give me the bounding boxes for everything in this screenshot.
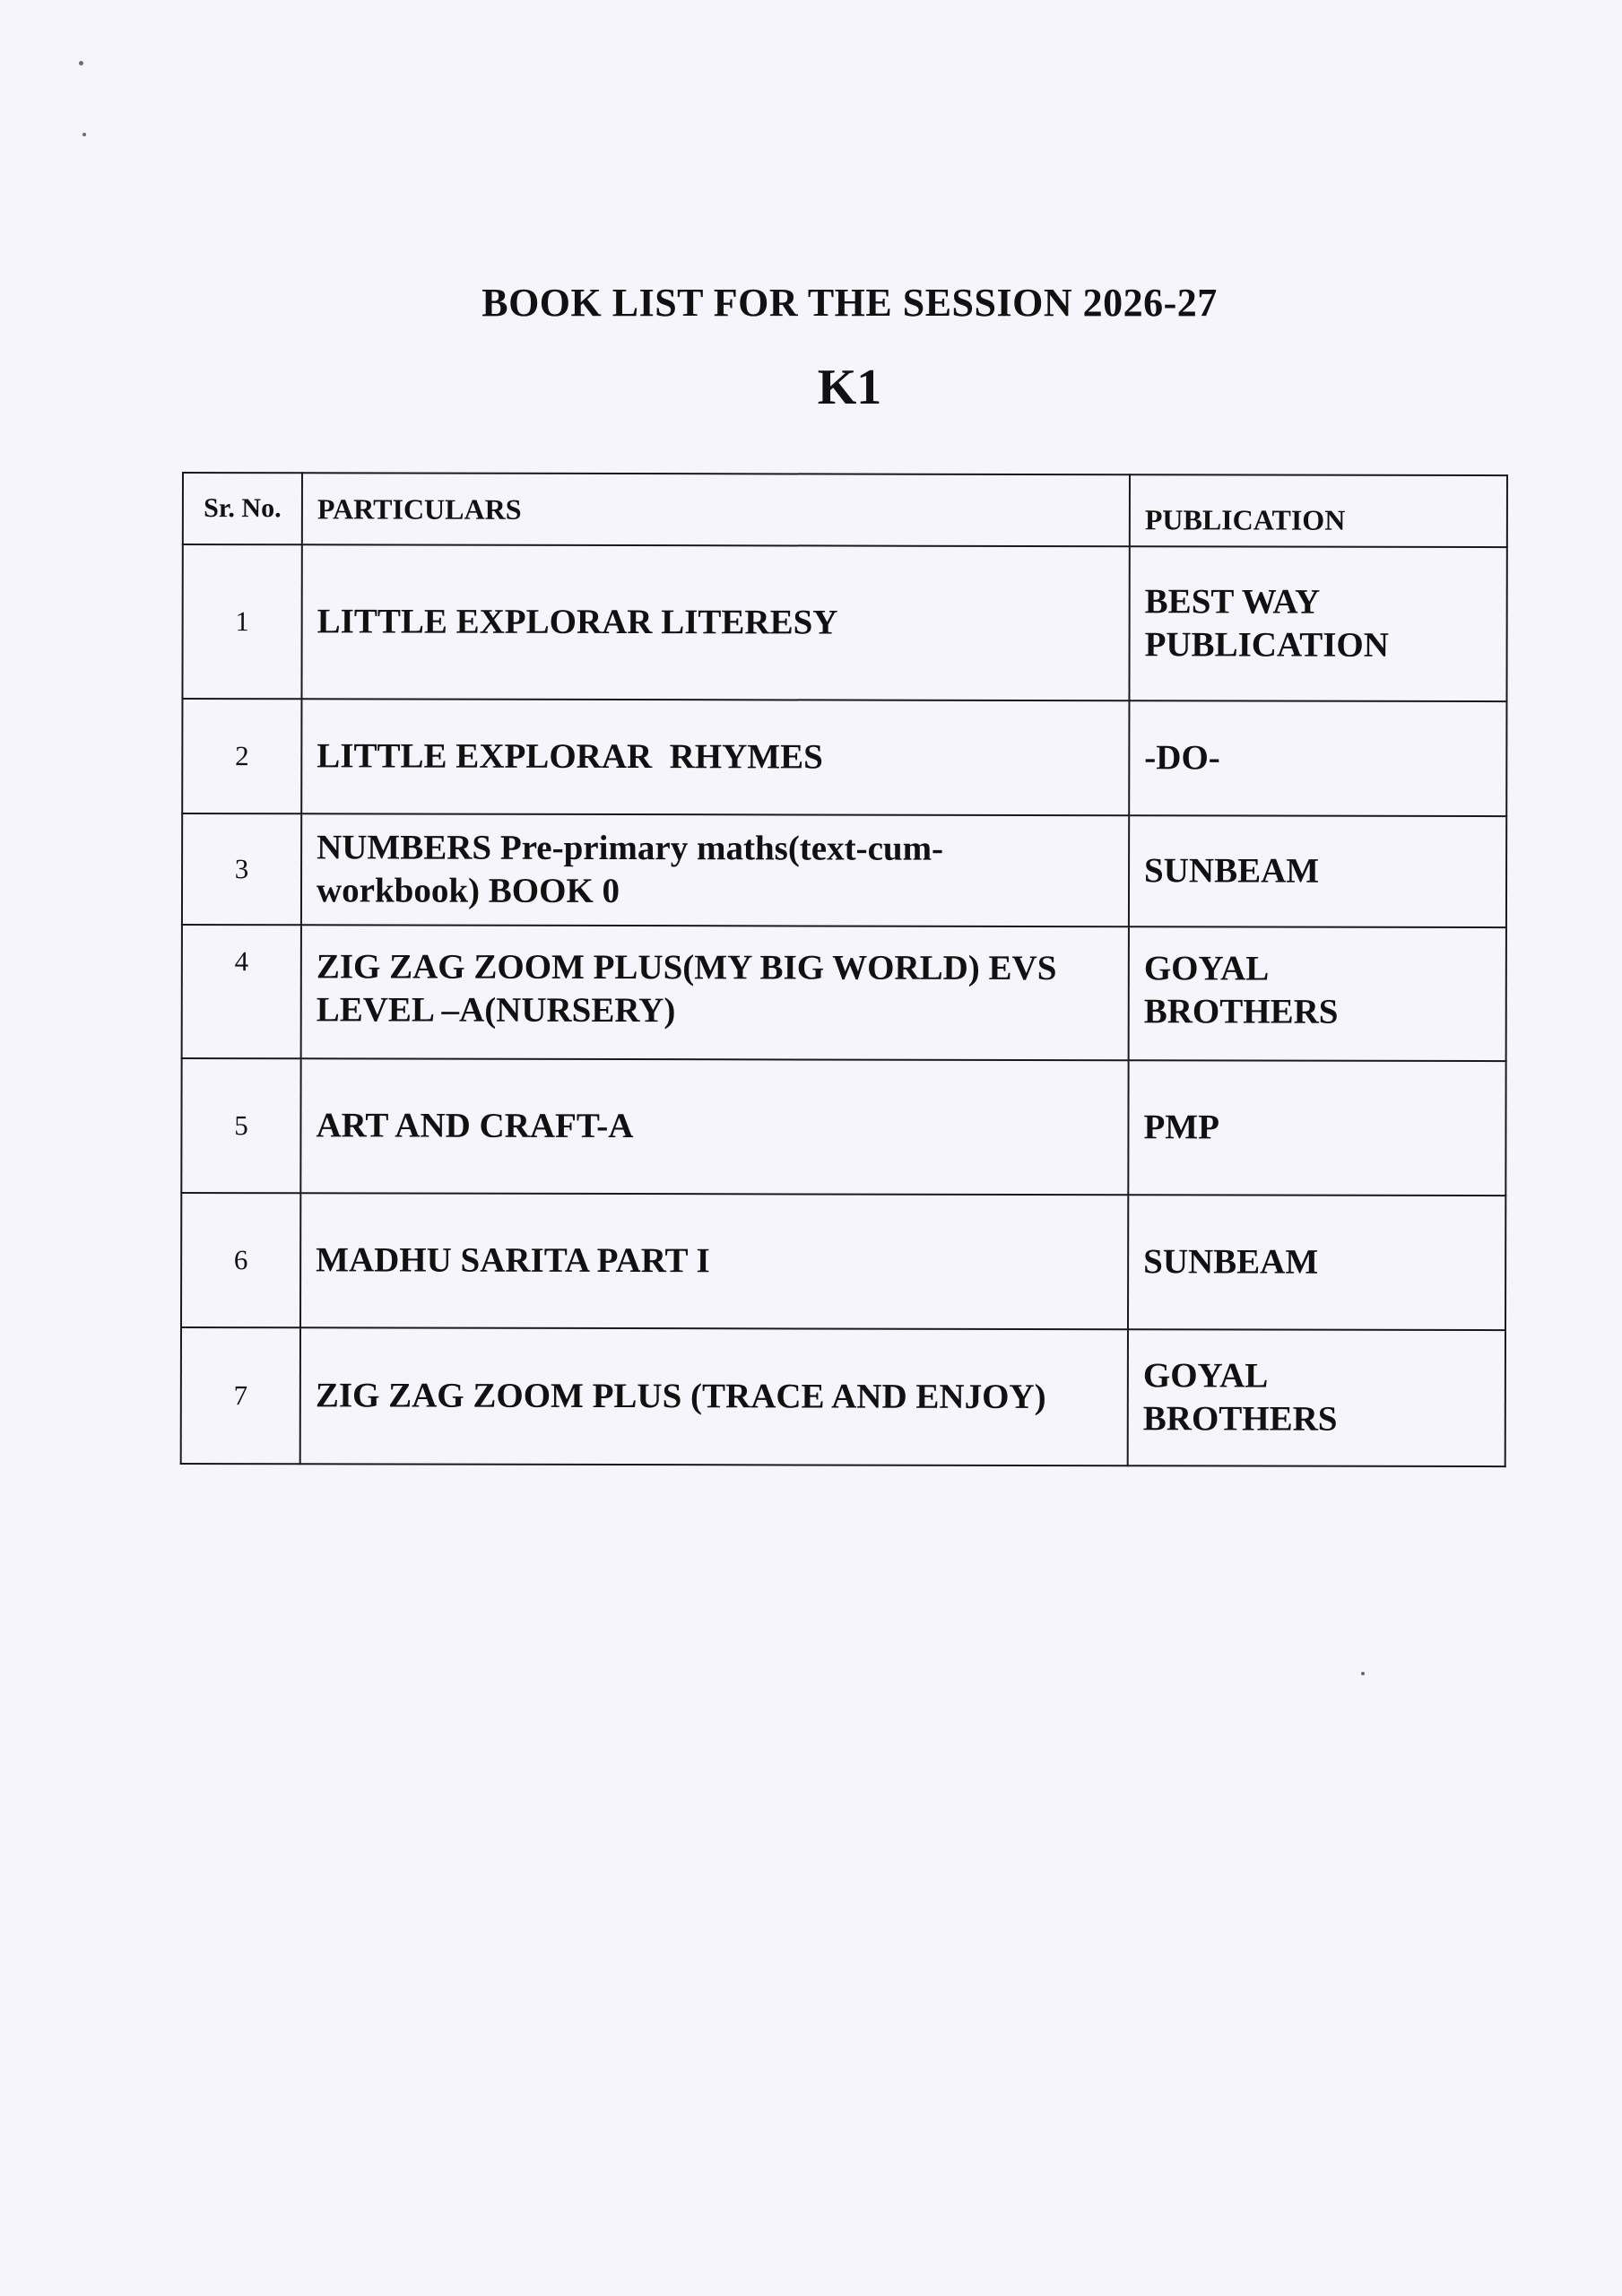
row-publication: BEST WAY PUBLICATION xyxy=(1129,546,1506,701)
row-publication: GOYAL BROTHERS xyxy=(1128,1329,1505,1466)
row-particulars: ZIG ZAG ZOOM PLUS (TRACE AND ENJOY) xyxy=(300,1327,1128,1465)
class-title: K1 xyxy=(817,360,882,415)
page-title: BOOK LIST FOR THE SESSION 2026-27 xyxy=(481,281,1218,325)
table-row xyxy=(182,699,1506,816)
row-sr-no: 3 xyxy=(182,813,301,925)
row-sr-no: 1 xyxy=(182,544,301,699)
row-particulars: LITTLE EXPLORAR LITERESY xyxy=(301,544,1129,700)
row-publication: SUNBEAM xyxy=(1128,1195,1505,1330)
scan-speck xyxy=(82,133,86,136)
row-sr-no: 6 xyxy=(181,1193,300,1327)
row-publication: PMP xyxy=(1128,1060,1505,1196)
row-publication: GOYAL BROTHERS xyxy=(1129,926,1506,1061)
header-publication: PUBLICATION xyxy=(1130,474,1507,547)
scan-speck xyxy=(1361,1672,1365,1675)
header-particulars: PARTICULARS xyxy=(302,473,1130,546)
book-list-table xyxy=(180,472,1508,1467)
table-row xyxy=(182,813,1506,927)
row-sr-no: 5 xyxy=(181,1058,300,1193)
row-publication: -DO- xyxy=(1129,700,1506,816)
table-row xyxy=(182,544,1506,701)
row-particulars: LITTLE EXPLORAR RHYMES xyxy=(301,699,1129,815)
row-particulars: NUMBERS Pre-primary maths(text-cum-workbook) BOOK 0 xyxy=(301,813,1129,926)
row-sr-no: 2 xyxy=(182,699,301,813)
row-sr-no: 4 xyxy=(182,925,301,1058)
scan-speck xyxy=(79,61,83,65)
header-sr-no: Sr. No. xyxy=(183,473,302,544)
row-particulars: MADHU SARITA PART I xyxy=(300,1193,1128,1329)
table-row xyxy=(181,1193,1505,1330)
row-sr-no: 7 xyxy=(181,1327,300,1464)
row-particulars: ART AND CRAFT-A xyxy=(300,1058,1128,1195)
table-row xyxy=(181,1327,1505,1466)
table-header-row xyxy=(183,473,1507,547)
row-particulars: ZIG ZAG ZOOM PLUS(MY BIG WORLD) EVS LEVEL –A(NURSERY) xyxy=(301,925,1129,1060)
table-row xyxy=(182,925,1506,1061)
table-row xyxy=(181,1058,1505,1196)
row-publication: SUNBEAM xyxy=(1129,815,1506,927)
